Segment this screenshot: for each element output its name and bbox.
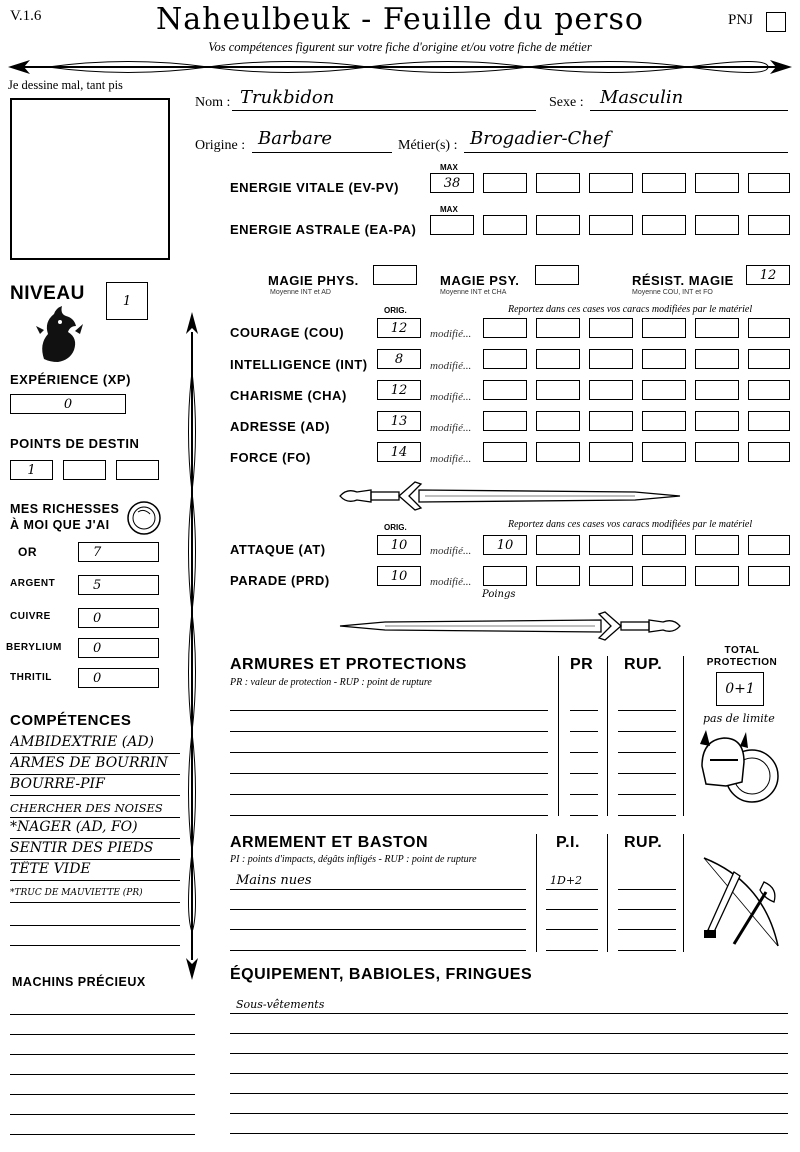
pnj-label: PNJ <box>728 12 754 28</box>
ev-box-6[interactable] <box>748 173 790 193</box>
ev-label: ENERGIE VITALE (EV-PV) <box>230 180 399 195</box>
armure-rup-line <box>618 752 676 753</box>
armement-title: ARMEMENT ET BASTON <box>230 834 429 851</box>
armures-divider <box>683 656 684 816</box>
metier-label: Métier(s) : <box>398 138 458 153</box>
armure-row-line <box>230 731 548 732</box>
intelligence-mod-box[interactable] <box>695 349 739 369</box>
armure-row-line <box>230 773 548 774</box>
machins-line <box>10 1094 195 1095</box>
intelligence-mod-box[interactable] <box>748 349 790 369</box>
armement-divider <box>536 834 537 952</box>
armement-note: PI : points d'impacts, dégâts infligés - RUP : point de rupture <box>230 854 477 865</box>
helmet-shield-icon <box>694 726 784 816</box>
machins-line <box>10 1134 195 1135</box>
destin-box-2[interactable] <box>63 460 106 480</box>
niveau-box[interactable]: 1 <box>106 282 148 320</box>
arme-row-line <box>230 889 526 890</box>
berylium-box[interactable]: 0 <box>78 638 159 658</box>
ev-max-label: MAX <box>440 163 458 172</box>
courage-mod-box[interactable] <box>748 318 790 338</box>
armure-rup-line <box>618 710 676 711</box>
attaque-box[interactable]: 10 <box>377 535 421 555</box>
machins-line <box>10 1114 195 1115</box>
combat-orig-label: ORIG. <box>384 523 407 532</box>
origine-line <box>252 152 392 153</box>
parade-mod-box[interactable] <box>695 566 739 586</box>
page-subtitle: Vos compétences figurent sur votre fiche d'origine et/ou votre fiche de métier <box>208 40 592 54</box>
adresse-mod-box[interactable] <box>695 411 739 431</box>
charisme-label: CHARISME (CHA) <box>230 388 347 403</box>
adresse-mod-box[interactable] <box>589 411 633 431</box>
dragon-icon <box>34 304 84 364</box>
magie-phys-note: Moyenne INT et AD <box>270 289 331 296</box>
force-box[interactable]: 14 <box>377 442 421 462</box>
arme-rup-line <box>618 929 676 930</box>
competence-item[interactable]: SENTIR DES PIEDS <box>10 840 180 860</box>
force-mod-box[interactable] <box>748 442 790 462</box>
thritil-box[interactable]: 0 <box>78 668 159 688</box>
competence-empty-line <box>10 945 180 946</box>
armures-divider <box>558 656 559 816</box>
competence-item[interactable]: *TRUC DE MAUVIETTE (PR) <box>10 883 180 903</box>
intelligence-mod-box[interactable] <box>589 349 633 369</box>
nom-field[interactable]: Trukbidon <box>240 87 335 108</box>
resist-magie-label: RÉSIST. MAGIE <box>632 273 734 288</box>
arme-pi-line <box>546 950 598 951</box>
header-spear-decoration <box>8 54 792 80</box>
parade-box[interactable]: 10 <box>377 566 421 586</box>
poings-note: Poings <box>482 589 516 600</box>
equipement-line <box>230 1113 788 1114</box>
ea-box-4[interactable] <box>642 215 686 235</box>
sword-icon <box>335 608 685 644</box>
charisme-box[interactable]: 12 <box>377 380 421 400</box>
page-title: Naheulbeuk - Feuille du perso <box>156 2 644 37</box>
courage-label: COURAGE (COU) <box>230 325 345 340</box>
courage-mod-box[interactable] <box>483 318 527 338</box>
intelligence-box[interactable]: 8 <box>377 349 421 369</box>
armures-col-rup: RUP. <box>624 656 663 673</box>
intelligence-mod-box[interactable] <box>483 349 527 369</box>
attaque-label: ATTAQUE (AT) <box>230 542 326 557</box>
intelligence-mod-box[interactable] <box>536 349 580 369</box>
parade-mod-box[interactable] <box>748 566 790 586</box>
ea-box-5[interactable] <box>695 215 739 235</box>
machins-line <box>10 1074 195 1075</box>
courage-mod-box[interactable] <box>642 318 686 338</box>
destin-box-1[interactable]: 1 <box>10 460 53 480</box>
thritil-label: THRITIL <box>10 672 52 683</box>
ev-box-5[interactable] <box>695 173 739 193</box>
equipement-line <box>230 1053 788 1054</box>
ea-max-box[interactable] <box>430 215 474 235</box>
sexe-label: Sexe : <box>549 95 584 110</box>
modifie-label: modifié... <box>430 453 472 465</box>
armement-col-pi: P.I. <box>556 834 580 851</box>
modifie-label: modifié... <box>430 422 472 434</box>
arme-rup-line <box>618 889 676 890</box>
attaque-mod-box[interactable] <box>536 535 580 555</box>
charisme-mod-box[interactable] <box>589 380 633 400</box>
equipement-row-1[interactable]: Sous-vêtements <box>236 998 325 1011</box>
ev-box-1[interactable] <box>483 173 527 193</box>
armement-col-rup: RUP. <box>624 834 663 851</box>
adresse-mod-box[interactable] <box>748 411 790 431</box>
spear-decoration <box>183 312 201 980</box>
modifie-label: modifié... <box>430 576 472 588</box>
armement-divider <box>607 834 608 952</box>
charisme-mod-box[interactable] <box>536 380 580 400</box>
ea-box-1[interactable] <box>483 215 527 235</box>
machins-line <box>10 1014 195 1015</box>
arme-row-line <box>230 909 526 910</box>
arme-pi-line <box>546 909 598 910</box>
arme-pi-line <box>546 889 598 890</box>
parade-label: PARADE (PRD) <box>230 573 330 588</box>
magie-phys-label: MAGIE PHYS. <box>268 273 359 288</box>
combat-report-note: Reportez dans ces cases vos caracs modifiées par le matériel <box>508 519 753 530</box>
intelligence-mod-box[interactable] <box>642 349 686 369</box>
or-box[interactable]: 7 <box>78 542 159 562</box>
armure-rup-line <box>618 794 676 795</box>
force-mod-box[interactable] <box>642 442 686 462</box>
or-label: OR <box>18 545 37 559</box>
attaque-mod-box[interactable] <box>642 535 686 555</box>
modifie-label: modifié... <box>430 545 472 557</box>
ea-box-6[interactable] <box>748 215 790 235</box>
magie-phys-box[interactable] <box>373 265 417 285</box>
weapons-icon <box>694 852 786 952</box>
attaque-mod-box[interactable] <box>695 535 739 555</box>
attaque-mod-box[interactable] <box>748 535 790 555</box>
competence-item[interactable]: ARMES DE BOURRIN <box>10 755 180 775</box>
armure-rup-line <box>618 773 676 774</box>
arme-row-line <box>230 929 526 930</box>
pnj-checkbox[interactable] <box>766 12 786 32</box>
niveau-label: NIVEAU <box>10 283 85 304</box>
parade-mod-box[interactable] <box>483 566 527 586</box>
equipement-line <box>230 1093 788 1094</box>
magie-psy-note: Moyenne INT et CHA <box>440 289 507 296</box>
pas-de-limite-note: pas de limite <box>703 712 775 725</box>
courage-mod-box[interactable] <box>536 318 580 338</box>
force-mod-box[interactable] <box>483 442 527 462</box>
richesses-label-1: MES RICHESSES <box>10 502 120 516</box>
armure-pr-line <box>570 710 598 711</box>
resist-magie-box[interactable]: 12 <box>746 265 790 285</box>
xp-label: EXPÉRIENCE (XP) <box>10 372 131 387</box>
parade-mod-box[interactable] <box>589 566 633 586</box>
adresse-box[interactable]: 13 <box>377 411 421 431</box>
armure-pr-line <box>570 752 598 753</box>
arme-rup-line <box>618 909 676 910</box>
ea-label: ENERGIE ASTRALE (EA-PA) <box>230 222 417 237</box>
origine-label: Origine : <box>195 138 246 153</box>
stats-orig-label: ORIG. <box>384 306 407 315</box>
ea-box-3[interactable] <box>589 215 633 235</box>
cuivre-label: CUIVRE <box>10 611 51 622</box>
stats-report-note: Reportez dans ces cases vos caracs modifiées par le matériel <box>508 304 753 315</box>
adresse-mod-box[interactable] <box>483 411 527 431</box>
argent-box[interactable]: 5 <box>78 575 159 595</box>
charisme-mod-box[interactable] <box>748 380 790 400</box>
charisme-mod-box[interactable] <box>695 380 739 400</box>
destin-label: POINTS DE DESTIN <box>10 436 140 451</box>
competence-item[interactable]: CHERCHER DES NOISES <box>10 798 180 818</box>
arme-pi-line <box>546 929 598 930</box>
equipement-line <box>230 1013 788 1014</box>
adresse-mod-box[interactable] <box>642 411 686 431</box>
courage-mod-box[interactable] <box>589 318 633 338</box>
force-mod-box[interactable] <box>695 442 739 462</box>
nom-line <box>232 110 536 111</box>
force-label: FORCE (FO) <box>230 450 311 465</box>
argent-label: ARGENT <box>10 578 56 589</box>
parade-mod-box[interactable] <box>642 566 686 586</box>
armures-title: ARMURES ET PROTECTIONS <box>230 656 467 673</box>
armement-divider <box>683 834 684 952</box>
richesses-label-2: À MOI QUE J'AI <box>10 518 110 532</box>
charisme-mod-box[interactable] <box>483 380 527 400</box>
equipement-line <box>230 1073 788 1074</box>
adresse-label: ADRESSE (AD) <box>230 419 330 434</box>
armure-rup-line <box>618 731 676 732</box>
armure-pr-line <box>570 815 598 816</box>
armures-divider <box>607 656 608 816</box>
machins-line <box>10 1054 195 1055</box>
ev-box-3[interactable] <box>589 173 633 193</box>
competence-item[interactable]: TÊTE VIDE <box>10 861 180 881</box>
equipement-title: ÉQUIPEMENT, BABIOLES, FRINGUES <box>230 966 533 983</box>
competence-item[interactable]: AMBIDEXTRIE (AD) <box>10 734 180 754</box>
sword-icon <box>335 478 685 514</box>
armures-col-pr: PR <box>570 656 594 673</box>
armure-pr-line <box>570 794 598 795</box>
equipement-line <box>230 1033 788 1034</box>
coin-icon <box>126 500 162 536</box>
armure-rup-line <box>618 815 676 816</box>
arme-rup-line <box>618 950 676 951</box>
intelligence-label: INTELLIGENCE (INT) <box>230 357 368 372</box>
magie-psy-box[interactable] <box>535 265 579 285</box>
force-mod-box[interactable] <box>589 442 633 462</box>
ev-box-4[interactable] <box>642 173 686 193</box>
armure-row-line <box>230 710 548 711</box>
armure-row-line <box>230 815 548 816</box>
sexe-line <box>590 110 788 111</box>
nom-label: Nom : <box>195 95 231 110</box>
ea-max-label: MAX <box>440 205 458 214</box>
equipement-line <box>230 1133 788 1134</box>
machins-title: MACHINS PRÉCIEUX <box>12 975 146 989</box>
xp-box[interactable]: 0 <box>10 394 126 414</box>
attaque-mod-box[interactable]: 10 <box>483 535 527 555</box>
total-protection-box[interactable]: 0+1 <box>716 672 764 706</box>
resist-magie-note: Moyenne COU, INT et FO <box>632 289 713 296</box>
adresse-mod-box[interactable] <box>536 411 580 431</box>
parade-mod-box[interactable] <box>536 566 580 586</box>
version-label: V.1.6 <box>10 8 42 24</box>
machins-line <box>10 1034 195 1035</box>
force-mod-box[interactable] <box>536 442 580 462</box>
charisme-mod-box[interactable] <box>642 380 686 400</box>
armure-row-line <box>230 752 548 753</box>
sexe-field[interactable]: Masculin <box>600 87 684 108</box>
origine-field[interactable]: Barbare <box>258 128 333 149</box>
berylium-label: BERYLIUM <box>6 642 62 653</box>
cuivre-box[interactable]: 0 <box>78 608 159 628</box>
armure-pr-line <box>570 731 598 732</box>
competences-title: COMPÉTENCES <box>10 712 132 729</box>
courage-box[interactable]: 12 <box>377 318 421 338</box>
competence-item[interactable]: BOURRE-PIF <box>10 776 180 796</box>
armure-pr-line <box>570 773 598 774</box>
arme-row-1-pi[interactable]: 1D+2 <box>550 874 583 887</box>
arme-row-line <box>230 950 526 951</box>
metier-line <box>464 152 788 153</box>
ea-box-2[interactable] <box>536 215 580 235</box>
ev-box-2[interactable] <box>536 173 580 193</box>
modifie-label: modifié... <box>430 360 472 372</box>
armure-row-line <box>230 794 548 795</box>
competence-empty-line <box>10 925 180 926</box>
arme-row-1-name[interactable]: Mains nues <box>236 873 312 888</box>
modifie-label: modifié... <box>430 328 472 340</box>
competence-item[interactable]: *NAGER (AD, FO) <box>10 819 180 839</box>
portrait-caption: Je dessine mal, tant pis <box>8 78 123 92</box>
ev-max-box[interactable]: 38 <box>430 173 474 193</box>
modifie-label: modifié... <box>430 391 472 403</box>
portrait-frame[interactable] <box>10 98 170 260</box>
destin-box-3[interactable] <box>116 460 159 480</box>
total-protection-label-1: TOTAL <box>724 645 760 656</box>
total-protection-label-2: PROTECTION <box>706 657 778 668</box>
armures-note: PR : valeur de protection - RUP : point de rupture <box>230 677 432 688</box>
magie-psy-label: MAGIE PSY. <box>440 273 520 288</box>
attaque-mod-box[interactable] <box>589 535 633 555</box>
courage-mod-box[interactable] <box>695 318 739 338</box>
metier-field[interactable]: Brogadier-Chef <box>470 128 611 149</box>
